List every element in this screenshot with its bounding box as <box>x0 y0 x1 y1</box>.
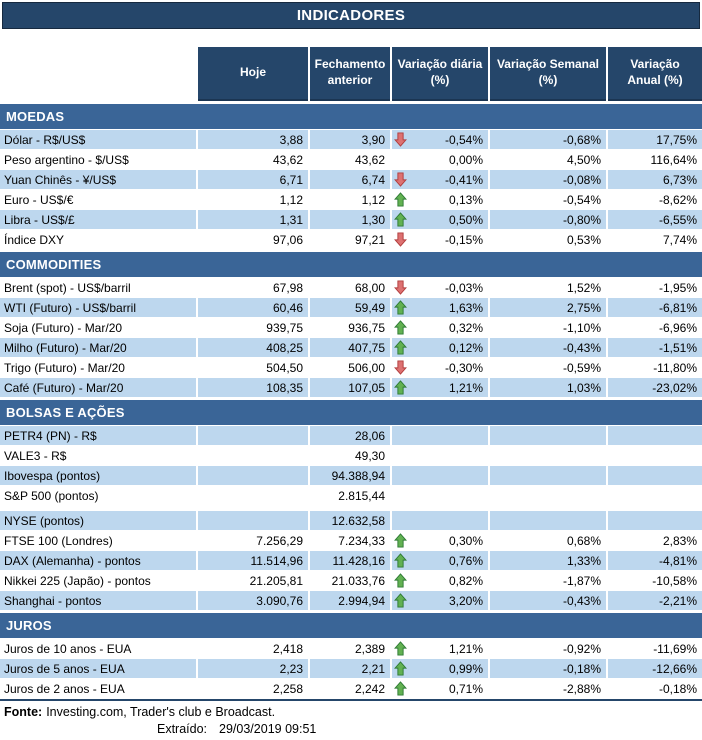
row-label: Índice DXY <box>4 232 65 247</box>
column-header <box>198 47 308 101</box>
variacao-diaria-value <box>392 511 488 530</box>
variacao-diaria-text: -0,41% <box>444 172 483 187</box>
source-label: Fonte: <box>4 704 43 719</box>
variacao-anual-value: -23,02% <box>608 378 702 397</box>
table-row[interactable] <box>0 446 702 465</box>
table-row[interactable] <box>0 150 702 169</box>
hoje-value: 3.090,76 <box>198 591 308 610</box>
variacao-anual-value: -6,96% <box>658 320 697 335</box>
variacao-diaria-value <box>392 659 488 678</box>
variacao-diaria-value <box>392 446 488 465</box>
row-label: WTI (Futuro) - US$/barril <box>0 298 196 317</box>
variacao-diaria-text: 1,21% <box>448 641 483 656</box>
hoje-value <box>198 486 308 505</box>
variacao-semanal-value: 4,50% <box>566 152 601 167</box>
hoje-value: 2,258 <box>272 681 303 696</box>
fechamento-anterior-value: 43,62 <box>354 152 385 167</box>
variacao-diaria-text: 0,71% <box>448 681 483 696</box>
up-arrow-icon <box>394 340 407 355</box>
variacao-anual-value <box>608 511 702 530</box>
variacao-semanal-value <box>490 486 606 505</box>
variacao-semanal-value: -0,18% <box>490 659 606 678</box>
table-row[interactable] <box>0 659 702 678</box>
source-text: Investing.com, Trader's club e Broadcast. <box>46 704 276 719</box>
variacao-anual-value <box>608 466 702 485</box>
section-header-commodities: COMMODITIES <box>0 252 702 277</box>
fechamento-anterior-value: 506,00 <box>348 360 385 375</box>
column-header-line2: (%) <box>430 73 450 87</box>
hoje-value: 7.256,29 <box>256 533 303 548</box>
fechamento-anterior-value: 3,90 <box>310 130 390 149</box>
up-arrow-icon <box>394 573 407 588</box>
section-header-moedas: MOEDAS <box>0 104 702 129</box>
variacao-anual-value: 116,64% <box>650 152 697 167</box>
column-header <box>490 47 606 101</box>
variacao-diaria-text: 0,50% <box>448 212 483 227</box>
column-header-line1: Variação <box>630 57 680 72</box>
variacao-diaria-value <box>392 639 488 658</box>
table-row[interactable] <box>0 591 702 610</box>
variacao-diaria-text: 0,13% <box>448 192 483 207</box>
column-header <box>608 47 702 101</box>
row-label: Trigo (Futuro) - Mar/20 <box>4 360 125 375</box>
variacao-semanal-value: -0,59% <box>562 360 601 375</box>
extracted-line <box>4 720 698 737</box>
variacao-anual-value: -10,58% <box>652 573 697 588</box>
variacao-semanal-value: 1,52% <box>566 280 601 295</box>
hoje-value: 3,88 <box>198 130 308 149</box>
fechamento-anterior-value: 2.994,94 <box>310 591 390 610</box>
column-header-line2: anterior <box>327 73 373 87</box>
variacao-anual-value <box>608 486 702 505</box>
row-label: Café (Futuro) - Mar/20 <box>0 378 196 397</box>
variacao-semanal-value: -1,87% <box>562 573 601 588</box>
row-label: Brent (spot) - US$/barril <box>4 280 131 295</box>
variacao-diaria-text: -0,03% <box>444 280 483 295</box>
up-arrow-icon <box>394 300 407 315</box>
variacao-semanal-value <box>490 446 606 465</box>
variacao-diaria-text: 0,12% <box>448 340 483 355</box>
fechamento-anterior-value: 2,242 <box>354 681 385 696</box>
variacao-diaria-value <box>392 358 488 377</box>
hoje-value: 408,25 <box>198 338 308 357</box>
section-header-bolsas-e-a-es: BOLSAS E AÇÕES <box>0 400 702 425</box>
table-row[interactable] <box>0 511 702 530</box>
column-header-line2: Anual (%) <box>627 73 683 87</box>
hoje-value: 11.514,96 <box>198 551 308 570</box>
up-arrow-icon <box>394 320 407 335</box>
fechamento-anterior-value: 6,74 <box>310 170 390 189</box>
up-arrow-icon <box>394 192 407 207</box>
fechamento-anterior-value: 28,06 <box>310 426 390 445</box>
hoje-value: 60,46 <box>198 298 308 317</box>
up-arrow-icon <box>394 533 407 548</box>
table-row[interactable] <box>0 318 702 337</box>
variacao-semanal-value: -1,10% <box>562 320 601 335</box>
down-arrow-icon <box>394 360 407 375</box>
table-row[interactable] <box>0 298 702 317</box>
variacao-diaria-value <box>392 426 488 445</box>
variacao-diaria-value <box>392 130 488 149</box>
row-label: VALE3 - R$ <box>4 448 67 463</box>
table-row[interactable] <box>0 571 702 590</box>
variacao-anual-value: 7,74% <box>662 232 697 247</box>
variacao-anual-value: -1,95% <box>658 280 697 295</box>
row-label: S&P 500 (pontos) <box>4 488 99 503</box>
table-row[interactable] <box>0 230 702 249</box>
row-label: Libra - US$/£ <box>0 210 196 229</box>
hoje-value <box>198 511 308 530</box>
variacao-diaria-text: 0,00% <box>448 152 483 167</box>
variacao-semanal-value <box>490 511 606 530</box>
variacao-diaria-value <box>392 210 488 229</box>
variacao-diaria-text: -0,54% <box>444 132 483 147</box>
row-label: NYSE (pontos) <box>0 511 196 530</box>
table-row[interactable] <box>0 466 702 485</box>
table-row[interactable] <box>0 639 702 658</box>
table-row[interactable] <box>0 426 702 445</box>
variacao-diaria-value <box>392 190 488 209</box>
table-row[interactable] <box>0 130 702 149</box>
variacao-diaria-text: 0,30% <box>448 533 483 548</box>
variacao-diaria-text: -0,15% <box>444 232 483 247</box>
variacao-diaria-text: 0,32% <box>448 320 483 335</box>
variacao-diaria-value <box>392 531 488 550</box>
row-label: Nikkei 225 (Japão) - pontos <box>4 573 151 588</box>
variacao-diaria-value <box>392 230 488 249</box>
hoje-value: 108,35 <box>198 378 308 397</box>
row-label: FTSE 100 (Londres) <box>4 533 113 548</box>
variacao-anual-value: 6,73% <box>608 170 702 189</box>
variacao-diaria-value <box>392 150 488 169</box>
fechamento-anterior-value: 21.033,76 <box>331 573 385 588</box>
fechamento-anterior-value: 7.234,33 <box>338 533 385 548</box>
hoje-value: 2,23 <box>198 659 308 678</box>
fechamento-anterior-value: 94.388,94 <box>310 466 390 485</box>
down-arrow-icon <box>394 132 407 147</box>
variacao-diaria-value <box>392 338 488 357</box>
down-arrow-icon <box>394 172 407 187</box>
up-arrow-icon <box>394 641 407 656</box>
column-header <box>310 47 390 101</box>
variacao-semanal-value: -0,08% <box>490 170 606 189</box>
table-row[interactable] <box>0 551 702 570</box>
variacao-anual-value: -6,55% <box>608 210 702 229</box>
variacao-diaria-text: 3,20% <box>448 593 483 608</box>
column-header-row <box>0 47 702 101</box>
fechamento-anterior-value: 1,30 <box>310 210 390 229</box>
variacao-anual-value: -11,69% <box>653 641 697 656</box>
down-arrow-icon <box>394 280 407 295</box>
row-label: Ibovespa (pontos) <box>0 466 196 485</box>
variacao-diaria-text: 0,82% <box>448 573 483 588</box>
variacao-semanal-value: -0,43% <box>490 338 606 357</box>
row-label: Juros de 5 anos - EUA <box>0 659 196 678</box>
up-arrow-icon <box>394 553 407 568</box>
footer <box>0 701 702 737</box>
table-row[interactable] <box>0 278 702 297</box>
column-header-line1: Variação diária <box>397 57 483 72</box>
fechamento-anterior-value: 97,21 <box>354 232 385 247</box>
fechamento-anterior-value: 2.815,44 <box>338 488 385 503</box>
up-arrow-icon <box>394 593 407 608</box>
table-row[interactable] <box>0 170 702 189</box>
down-arrow-icon <box>394 232 407 247</box>
hoje-value: 2,418 <box>272 641 303 656</box>
variacao-semanal-value: 1,03% <box>490 378 606 397</box>
table-row[interactable] <box>0 679 702 698</box>
variacao-diaria-value <box>392 571 488 590</box>
variacao-anual-value: 2,83% <box>662 533 697 548</box>
variacao-anual-value: -2,21% <box>608 591 702 610</box>
variacao-anual-value <box>608 446 702 465</box>
table-row[interactable] <box>0 358 702 377</box>
fechamento-anterior-value: 407,75 <box>310 338 390 357</box>
column-header-line1: Fechamento <box>314 57 386 72</box>
variacao-semanal-value: 0,68% <box>566 533 601 548</box>
variacao-semanal-value: -0,43% <box>490 591 606 610</box>
table-row[interactable] <box>0 378 702 397</box>
fechamento-anterior-value: 936,75 <box>348 320 385 335</box>
row-label: Dólar - R$/US$ <box>0 130 196 149</box>
row-label: Euro - US$/€ <box>4 192 74 207</box>
hoje-value: 6,71 <box>198 170 308 189</box>
variacao-anual-value: -6,81% <box>608 298 702 317</box>
row-label: Juros de 2 anos - EUA <box>4 681 125 696</box>
row-label: Milho (Futuro) - Mar/20 <box>0 338 196 357</box>
variacao-semanal-value: -0,92% <box>562 641 601 656</box>
fechamento-anterior-value: 11.428,16 <box>310 551 390 570</box>
variacao-diaria-value <box>392 378 488 397</box>
table-row[interactable] <box>0 338 702 357</box>
row-label: Yuan Chinês - ¥/US$ <box>0 170 196 189</box>
fechamento-anterior-value: 49,30 <box>354 448 385 463</box>
variacao-anual-value: -1,51% <box>608 338 702 357</box>
variacao-diaria-value <box>392 486 488 505</box>
variacao-semanal-value: -0,68% <box>490 130 606 149</box>
source-line <box>4 703 698 720</box>
hoje-value: 43,62 <box>272 152 303 167</box>
row-label: Shanghai - pontos <box>0 591 196 610</box>
variacao-diaria-text: 0,99% <box>448 661 483 676</box>
hoje-value <box>198 446 308 465</box>
variacao-diaria-text: -0,30% <box>444 360 483 375</box>
variacao-diaria-value <box>392 298 488 317</box>
variacao-diaria-text: 1,63% <box>448 300 483 315</box>
variacao-diaria-text: 0,76% <box>448 553 483 568</box>
column-header <box>392 47 488 101</box>
column-header-line1: Variação Semanal <box>496 57 600 72</box>
column-header-line1: Hoje <box>239 65 266 80</box>
variacao-diaria-value <box>392 466 488 485</box>
fechamento-anterior-value: 12.632,58 <box>310 511 390 530</box>
variacao-diaria-value <box>392 591 488 610</box>
variacao-anual-value: -11,80% <box>653 360 697 375</box>
variacao-anual-value: -8,62% <box>658 192 697 207</box>
variacao-semanal-value: -0,80% <box>490 210 606 229</box>
indicators-table <box>0 104 702 698</box>
variacao-semanal-value: -2,88% <box>562 681 601 696</box>
variacao-diaria-value <box>392 551 488 570</box>
row-label: Soja (Futuro) - Mar/20 <box>4 320 123 335</box>
variacao-diaria-text: 1,21% <box>448 380 483 395</box>
extracted-value: 29/03/2019 09:51 <box>219 721 317 736</box>
hoje-value: 1,31 <box>198 210 308 229</box>
hoje-value: 21.205,81 <box>249 573 303 588</box>
hoje-value <box>198 466 308 485</box>
variacao-diaria-value <box>392 679 488 698</box>
variacao-diaria-value <box>392 170 488 189</box>
fechamento-anterior-value: 68,00 <box>354 280 385 295</box>
hoje-value: 1,12 <box>279 192 303 207</box>
up-arrow-icon <box>394 212 407 227</box>
column-header-spacer <box>0 47 196 101</box>
hoje-value: 939,75 <box>266 320 303 335</box>
fechamento-anterior-value: 1,12 <box>361 192 385 207</box>
variacao-anual-value: -0,18% <box>658 681 697 696</box>
fechamento-anterior-value: 2,21 <box>310 659 390 678</box>
variacao-semanal-value: 0,53% <box>566 232 601 247</box>
fechamento-anterior-value: 107,05 <box>310 378 390 397</box>
variacao-semanal-value: -0,54% <box>562 192 601 207</box>
table-row[interactable] <box>0 190 702 209</box>
hoje-value: 504,50 <box>266 360 303 375</box>
row-label: DAX (Alemanha) - pontos <box>0 551 196 570</box>
variacao-anual-value <box>608 426 702 445</box>
variacao-diaria-value <box>392 318 488 337</box>
hoje-value <box>198 426 308 445</box>
extracted-label: Extraído: <box>157 721 208 736</box>
variacao-semanal-value <box>490 426 606 445</box>
page-title: INDICADORES <box>2 2 700 29</box>
table-row[interactable] <box>0 210 702 229</box>
variacao-anual-value: 17,75% <box>608 130 702 149</box>
variacao-semanal-value: 2,75% <box>490 298 606 317</box>
fechamento-anterior-value: 2,389 <box>354 641 385 656</box>
hoje-value: 97,06 <box>272 232 303 247</box>
table-row[interactable] <box>0 486 702 505</box>
row-label: Peso argentino - $/US$ <box>4 152 129 167</box>
fechamento-anterior-value: 59,49 <box>310 298 390 317</box>
up-arrow-icon <box>394 681 407 696</box>
variacao-anual-value: -4,81% <box>608 551 702 570</box>
table-row[interactable] <box>0 531 702 550</box>
up-arrow-icon <box>394 661 407 676</box>
variacao-diaria-value <box>392 278 488 297</box>
row-label: Juros de 10 anos - EUA <box>4 641 132 656</box>
variacao-semanal-value <box>490 466 606 485</box>
variacao-anual-value: -12,66% <box>608 659 702 678</box>
variacao-semanal-value: 1,33% <box>490 551 606 570</box>
column-header-line2: (%) <box>538 73 558 87</box>
row-label: PETR4 (PN) - R$ <box>0 426 196 445</box>
hoje-value: 67,98 <box>272 280 303 295</box>
up-arrow-icon <box>394 380 407 395</box>
section-header-juros: JUROS <box>0 613 702 638</box>
